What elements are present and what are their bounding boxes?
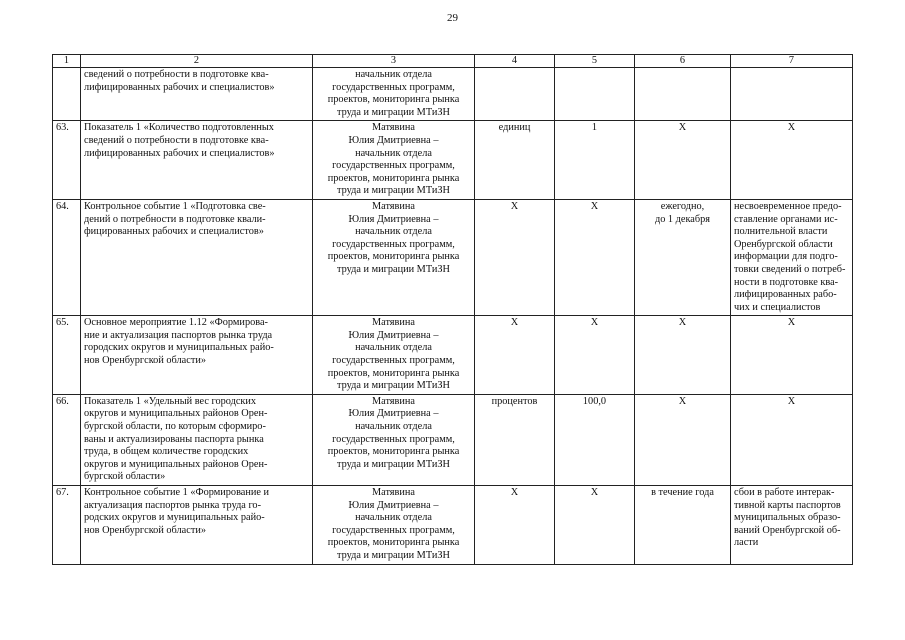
deadline-cell: ежегодно, до 1 декабря <box>635 199 731 315</box>
unit-cell: Х <box>475 486 555 565</box>
unit-cell <box>475 68 555 121</box>
table-row <box>53 316 853 395</box>
page-number: 29 <box>447 12 458 24</box>
table-row <box>53 121 853 200</box>
item-name: Показатель 1 «Удельный вес городских округов и муниципальных районов Орен- бургской области, по которым сформиро- ваны и актуализированы паспорта рынка труда, в общем количестве городских округов и муниципальных районов Орен- бургской области» <box>81 394 313 485</box>
risk-cell: Х <box>731 316 853 395</box>
responsible-person: Матявина Юлия Дмитриевна – начальник отдела государственных программ, проектов, мониторинга рынка труда и миграции МТиЗН <box>313 121 475 200</box>
responsible-person: Матявина Юлия Дмитриевна – начальник отдела государственных программ, проектов, мониторинга рынка труда и миграции МТиЗН <box>313 316 475 395</box>
value-cell: 100,0 <box>555 394 635 485</box>
value-cell: Х <box>555 199 635 315</box>
deadline-cell: Х <box>635 316 731 395</box>
table-row <box>53 394 853 485</box>
column-header: 1 <box>53 55 81 68</box>
item-name: Основное мероприятие 1.12 «Формирова- ние и актуализация паспортов рынка труда городских округов и муниципальных райо- нов Оренбургской области» <box>81 316 313 395</box>
responsible-person: Матявина Юлия Дмитриевна – начальник отдела государственных программ, проектов, мониторинга рынка труда и миграции МТиЗН <box>313 394 475 485</box>
column-header: 4 <box>475 55 555 68</box>
column-header: 7 <box>731 55 853 68</box>
row-number <box>53 68 81 121</box>
table-row <box>53 68 853 121</box>
value-cell: 1 <box>555 121 635 200</box>
risk-cell: сбои в работе интерак- тивной карты паспортов муниципальных образо- ваний Оренбургской об- ласти <box>731 486 853 565</box>
table-row <box>53 199 853 315</box>
row-number: 64. <box>53 199 81 315</box>
row-number: 67. <box>53 486 81 565</box>
item-name: Показатель 1 «Количество подготовленных сведений о потребности в подготовке ква- лифицированных рабочих и специалистов» <box>81 121 313 200</box>
value-cell <box>555 68 635 121</box>
risk-cell: несвоевременное предо- ставление органами ис- полнительной власти Оренбургской области информации для подго- товки сведений о потреб- ности в подготовке ква- лифицированных рабо- чих и специалистов <box>731 199 853 315</box>
item-name: сведений о потребности в подготовке ква- лифицированных рабочих и специалистов» <box>81 68 313 121</box>
risk-cell <box>731 68 853 121</box>
item-name: Контрольное событие 1 «Формирование и актуализация паспортов рынка труда го- родских округов и муниципальных райо- нов Оренбургской области» <box>81 486 313 565</box>
deadline-cell <box>635 68 731 121</box>
risk-cell: Х <box>731 121 853 200</box>
responsible-person: начальник отдела государственных программ, проектов, мониторинга рынка труда и миграции МТиЗН <box>313 68 475 121</box>
item-name: Контрольное событие 1 «Подготовка све- дений о потребности в подготовке квали- фицированных рабочих и специалистов» <box>81 199 313 315</box>
unit-cell: Х <box>475 199 555 315</box>
responsible-person: Матявина Юлия Дмитриевна – начальник отдела государственных программ, проектов, мониторинга рынка труда и миграции МТиЗН <box>313 199 475 315</box>
risk-cell: Х <box>731 394 853 485</box>
column-header: 5 <box>555 55 635 68</box>
deadline-cell: Х <box>635 394 731 485</box>
unit-cell: единиц <box>475 121 555 200</box>
plan-table <box>52 54 853 565</box>
unit-cell: Х <box>475 316 555 395</box>
column-header: 6 <box>635 55 731 68</box>
column-header: 2 <box>81 55 313 68</box>
row-number: 65. <box>53 316 81 395</box>
column-header: 3 <box>313 55 475 68</box>
responsible-person: Матявина Юлия Дмитриевна – начальник отдела государственных программ, проектов, мониторинга рынка труда и миграции МТиЗН <box>313 486 475 565</box>
row-number: 63. <box>53 121 81 200</box>
unit-cell: процентов <box>475 394 555 485</box>
table-row <box>53 486 853 565</box>
row-number: 66. <box>53 394 81 485</box>
value-cell: Х <box>555 486 635 565</box>
table-header-row <box>53 55 853 68</box>
deadline-cell: в течение года <box>635 486 731 565</box>
value-cell: Х <box>555 316 635 395</box>
deadline-cell: Х <box>635 121 731 200</box>
